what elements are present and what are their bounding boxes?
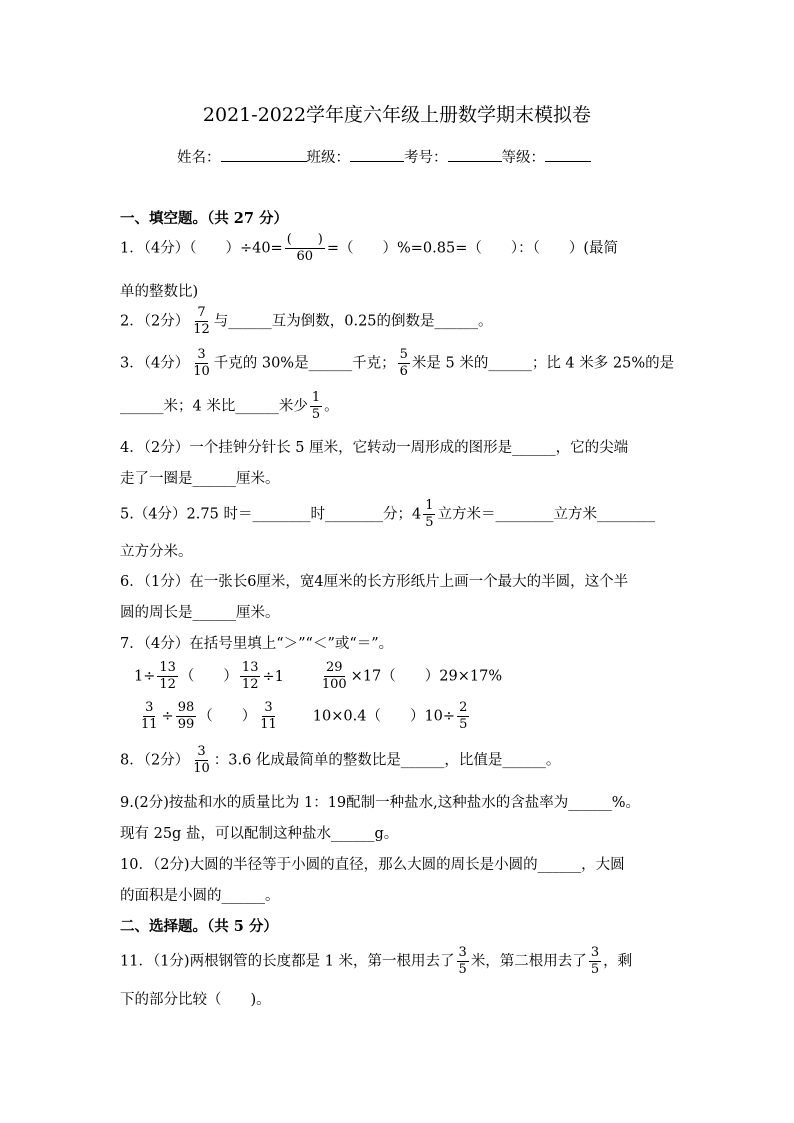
q1-rest: =（ ）%=0.85=（ ）：（ ）(最简 bbox=[326, 240, 619, 257]
q7-r2-a: ÷ bbox=[161, 708, 174, 725]
q7-r2-frac-4 bbox=[457, 700, 469, 733]
q5-rest: 立方米＝________立方米________ bbox=[437, 506, 655, 523]
q8-f-den: 10 bbox=[193, 761, 210, 776]
q2-rest: 与______互为倒数，0.25的倒数是______。 bbox=[213, 313, 493, 330]
q10-line2: 的面积是小圆的______。 bbox=[120, 888, 280, 904]
q7-r2-c: 10×0.4（ ）10÷ bbox=[312, 708, 456, 725]
q7-r2-f1-den: 11 bbox=[141, 717, 158, 732]
question-7: 7．（4分）在括号里填上“＞”“＜”或“＝”。 bbox=[120, 636, 394, 652]
q2-frac-den: 12 bbox=[193, 322, 210, 337]
question-6: 6．（1分）在一张长6厘米，宽4厘米的长方形纸片上画一个最大的半圆，这个半 bbox=[120, 574, 629, 590]
q7-r1-f2-num: 13 bbox=[241, 660, 259, 675]
q3-mid1: 千克的 30%是______千克； bbox=[213, 355, 396, 372]
q7-r1-c: ÷1 bbox=[262, 668, 284, 685]
q3-f3-den: 5 bbox=[311, 407, 321, 422]
q5-f-den: 5 bbox=[425, 515, 434, 530]
q3-line2-text: ______米；4 米比______米少 bbox=[120, 398, 308, 415]
q1-fraction bbox=[285, 232, 325, 265]
number-label: 考号： bbox=[404, 150, 448, 166]
q11-f2-num: 3 bbox=[590, 945, 600, 960]
q2-fraction bbox=[191, 305, 212, 338]
q3-f2-den: 6 bbox=[399, 364, 408, 379]
grade-label: 等级： bbox=[501, 150, 545, 166]
q7-r2-frac-3 bbox=[258, 700, 279, 733]
question-11 bbox=[120, 945, 632, 978]
q3-f1-num: 3 bbox=[197, 347, 206, 362]
q7-r2-f3-den: 11 bbox=[260, 717, 277, 732]
q11-mid: 米，第二根用去了 bbox=[470, 953, 587, 970]
q3-fraction-2 bbox=[398, 347, 410, 380]
q7-r1-f2-den: 12 bbox=[241, 677, 259, 692]
q3-line2 bbox=[120, 390, 339, 423]
question-8 bbox=[120, 744, 560, 777]
q8-fraction bbox=[191, 744, 212, 777]
q7-row-2 bbox=[137, 700, 471, 733]
q4-line2: 走了一圈是______厘米。 bbox=[120, 471, 280, 487]
q11-f1-den: 5 bbox=[458, 962, 467, 977]
class-label: 班级： bbox=[306, 150, 350, 166]
q7-r1-frac-1 bbox=[157, 660, 178, 693]
q7-r2-f3-num: 3 bbox=[264, 700, 273, 715]
q11-f2-den: 5 bbox=[590, 962, 600, 977]
class-blank[interactable] bbox=[350, 147, 404, 162]
q7-r1-frac-3 bbox=[320, 660, 349, 693]
q7-r2-f4-den: 5 bbox=[459, 717, 468, 732]
q8-rest: ：3.6 化成最简单的整数比是______，比值是______。 bbox=[213, 752, 561, 769]
q3-f1-den: 10 bbox=[193, 364, 210, 379]
question-9: 9.(2分)按盐和水的质量比为 1：19配制一种盐水,这种盐水的含盐率为______%。 bbox=[120, 795, 641, 811]
question-5 bbox=[120, 498, 655, 531]
q3-prefix: 3．（4分） bbox=[120, 355, 190, 372]
q7-r2-f2-den: 99 bbox=[177, 717, 195, 732]
q3-f2-num: 5 bbox=[399, 347, 408, 362]
q7-r2-frac-2 bbox=[176, 700, 197, 733]
exam-title: 2021-2022学年度六年级上册数学期末模拟卷 bbox=[202, 104, 592, 126]
q5-line2: 立方分米。 bbox=[120, 544, 193, 560]
q3-fraction-1 bbox=[191, 347, 212, 380]
q1-line2: 单的整数比) bbox=[120, 284, 199, 300]
name-label: 姓名： bbox=[177, 150, 221, 166]
q2-prefix: 2．（2分） bbox=[120, 313, 190, 330]
q7-r1-a: 1÷ bbox=[134, 668, 156, 685]
q7-r2-f4-num: 2 bbox=[459, 700, 468, 715]
q7-r2-frac-1 bbox=[139, 700, 160, 733]
q6-line2: 圆的周长是______厘米。 bbox=[120, 605, 280, 621]
q5-f-num: 1 bbox=[425, 498, 434, 513]
q3-line2-end: 。 bbox=[324, 398, 339, 415]
q11-fraction-1 bbox=[457, 945, 469, 978]
q9-line2: 现有 25g 盐，可以配制这种盐水______g。 bbox=[120, 826, 399, 842]
q7-r1-b: （ ） bbox=[179, 668, 238, 685]
q1-frac-num: ( ) bbox=[286, 232, 323, 247]
q3-f3-num: 1 bbox=[311, 390, 321, 405]
q8-prefix: 8．（2分） bbox=[120, 752, 190, 769]
q8-f-num: 3 bbox=[197, 744, 206, 759]
q11-line2: 下的部分比较（ )。 bbox=[120, 992, 271, 1008]
q3-mid2: 米是 5 米的______；比 4 米多 25%的是 bbox=[411, 355, 675, 372]
q7-r1-f1-den: 12 bbox=[159, 677, 176, 692]
number-blank[interactable] bbox=[448, 147, 502, 162]
name-blank[interactable] bbox=[221, 147, 307, 162]
question-4: 4．（2分）一个挂钟分针长 5 厘米，它转动一周形成的图形是______，它的尖端 bbox=[120, 440, 629, 456]
question-2 bbox=[120, 305, 493, 338]
q7-r2-f2-num: 98 bbox=[177, 700, 195, 715]
q1-prefix: 1．（4分）（ ）÷40= bbox=[120, 240, 283, 257]
section-2-heading: 二、选择题。（共 5 分） bbox=[120, 918, 278, 935]
question-1 bbox=[120, 232, 618, 265]
grade-blank[interactable] bbox=[545, 147, 591, 162]
q7-r2-f1-num: 3 bbox=[145, 700, 154, 715]
q7-r1-f3-den: 100 bbox=[321, 677, 347, 692]
student-info-line bbox=[177, 146, 591, 167]
q7-r1-frac-2 bbox=[240, 660, 261, 693]
q2-frac-num: 7 bbox=[197, 305, 206, 320]
q7-row-1 bbox=[134, 660, 502, 693]
q3-fraction-3 bbox=[310, 390, 322, 423]
q7-r2-b: （ ） bbox=[198, 708, 257, 725]
q7-r1-d: ×17（ ）29×17% bbox=[350, 668, 503, 685]
question-10: 10．（2分)大圆的半径等于小圆的直径，那么大圆的周长是小圆的______，大圆 bbox=[120, 857, 625, 873]
q7-r1-f1-num: 13 bbox=[159, 660, 176, 675]
question-3 bbox=[120, 347, 674, 380]
q11-f1-num: 3 bbox=[458, 945, 467, 960]
q1-frac-den: 60 bbox=[296, 249, 314, 264]
q11-rest: ，剩 bbox=[603, 953, 633, 970]
q7-r1-f3-num: 29 bbox=[325, 660, 343, 675]
q5-prefix: 5.（4分）2.75 时＝________时________分；4 bbox=[120, 506, 422, 523]
q11-prefix: 11．（1分)两根钢管的长度都是 1 米，第一根用去了 bbox=[120, 953, 455, 970]
q5-fraction bbox=[423, 498, 435, 531]
q11-fraction-2 bbox=[589, 945, 601, 978]
section-1-heading: 一、填空题。（共 27 分） bbox=[120, 210, 289, 227]
